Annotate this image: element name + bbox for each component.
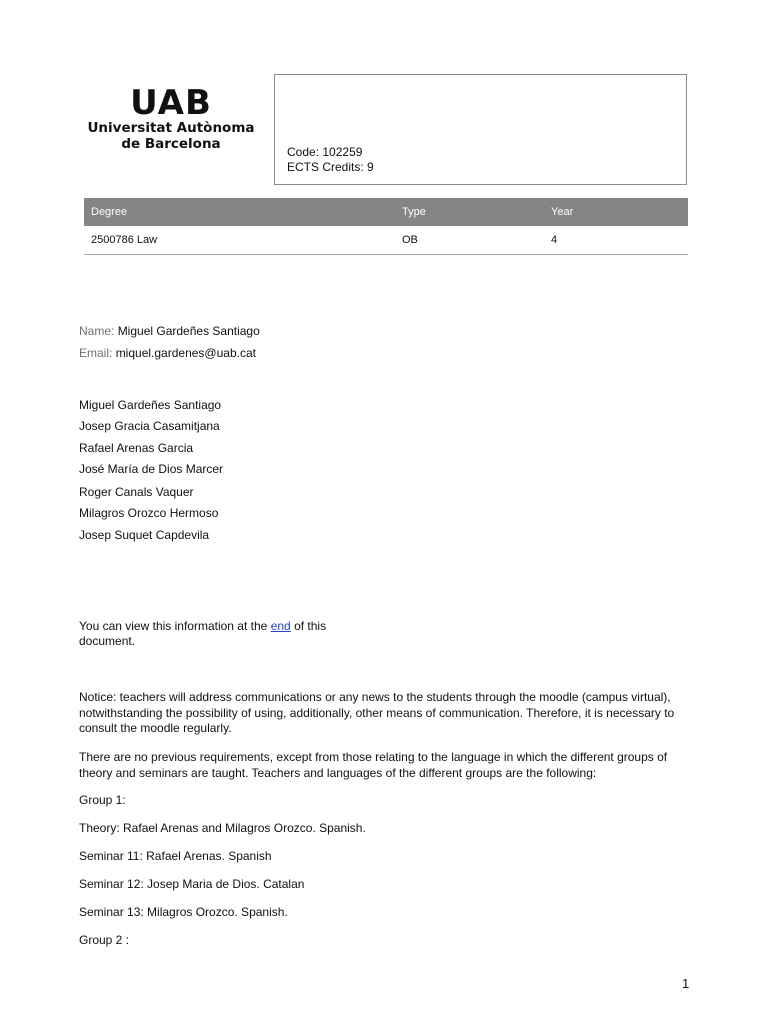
course-code-box <box>274 74 687 185</box>
name-label: Name: <box>79 324 115 338</box>
credits-label: ECTS Credits: <box>287 160 364 174</box>
notice-paragraph: Notice: teachers will address communications or any news to the students through the moodle (campus virtual), notwithstanding the possibility of using, additionally, other means of communication. Therefore, it is necessary to consult the moodle regularly. <box>79 690 675 735</box>
logo-mark: UAB <box>130 83 212 123</box>
email-value: miquel.gardenes@uab.cat <box>115 346 256 360</box>
teacher-item: José María de Dios Marcer <box>79 462 224 476</box>
info-note-line-2: document. <box>79 634 136 648</box>
course-code-line <box>287 145 362 160</box>
contact-email <box>79 346 256 361</box>
name-value: Miguel Gardeñes Santiago <box>117 324 260 338</box>
logo-line-2: de Barcelona <box>121 136 221 152</box>
seminar-13-line: Seminar 13: Milagros Orozco. Spanish. <box>79 905 288 919</box>
info-note-before: You can view this information at the <box>79 619 268 633</box>
page-number: 1 <box>682 976 690 991</box>
cell-type: OB <box>402 234 418 246</box>
cell-year: 4 <box>551 234 558 246</box>
contact-name <box>79 324 260 339</box>
email-label: Email: <box>79 346 113 360</box>
theory-line: Theory: Rafael Arenas and Milagros Orozco. Spanish. <box>79 821 366 835</box>
table-row <box>84 226 688 255</box>
ects-credits-line <box>287 160 374 175</box>
teacher-item: Rafael Arenas Garcia <box>79 441 194 455</box>
teacher-item: Josep Suquet Capdevila <box>79 528 210 542</box>
header-degree: Degree <box>91 206 128 218</box>
end-link[interactable]: end <box>270 619 291 633</box>
header-type: Type <box>402 206 426 218</box>
header-year: Year <box>551 206 574 218</box>
info-note-line-1 <box>79 619 326 634</box>
credits-value: 9 <box>367 160 374 174</box>
seminar-12-line: Seminar 12: Josep Maria de Dios. Catalan <box>79 877 305 891</box>
code-value: 102259 <box>322 145 363 159</box>
info-note-after: of this <box>294 619 327 633</box>
cell-degree: 2500786 Law <box>91 234 158 246</box>
seminar-11-line: Seminar 11: Rafael Arenas. Spanish <box>79 849 272 863</box>
code-label: Code: <box>287 145 320 159</box>
requirements-paragraph: There are no previous requirements, except from those relating to the language in which the different groups of theory and seminars are taught. Teachers and languages of the different groups are the following: <box>79 750 668 780</box>
teacher-item: Roger Canals Vaquer <box>79 485 194 499</box>
group-2-heading: Group 2 : <box>79 933 130 947</box>
teacher-item: Miguel Gardeñes Santiago <box>79 398 222 412</box>
table-header-row <box>84 198 688 226</box>
uab-logo <box>82 83 260 152</box>
teacher-item: Milagros Orozco Hermoso <box>79 506 219 520</box>
logo-line-1: Universitat Autònoma <box>87 120 255 136</box>
teacher-item: Josep Gracia Casamitjana <box>79 419 220 433</box>
group-1-heading: Group 1: <box>79 793 126 807</box>
degree-table <box>84 198 688 255</box>
